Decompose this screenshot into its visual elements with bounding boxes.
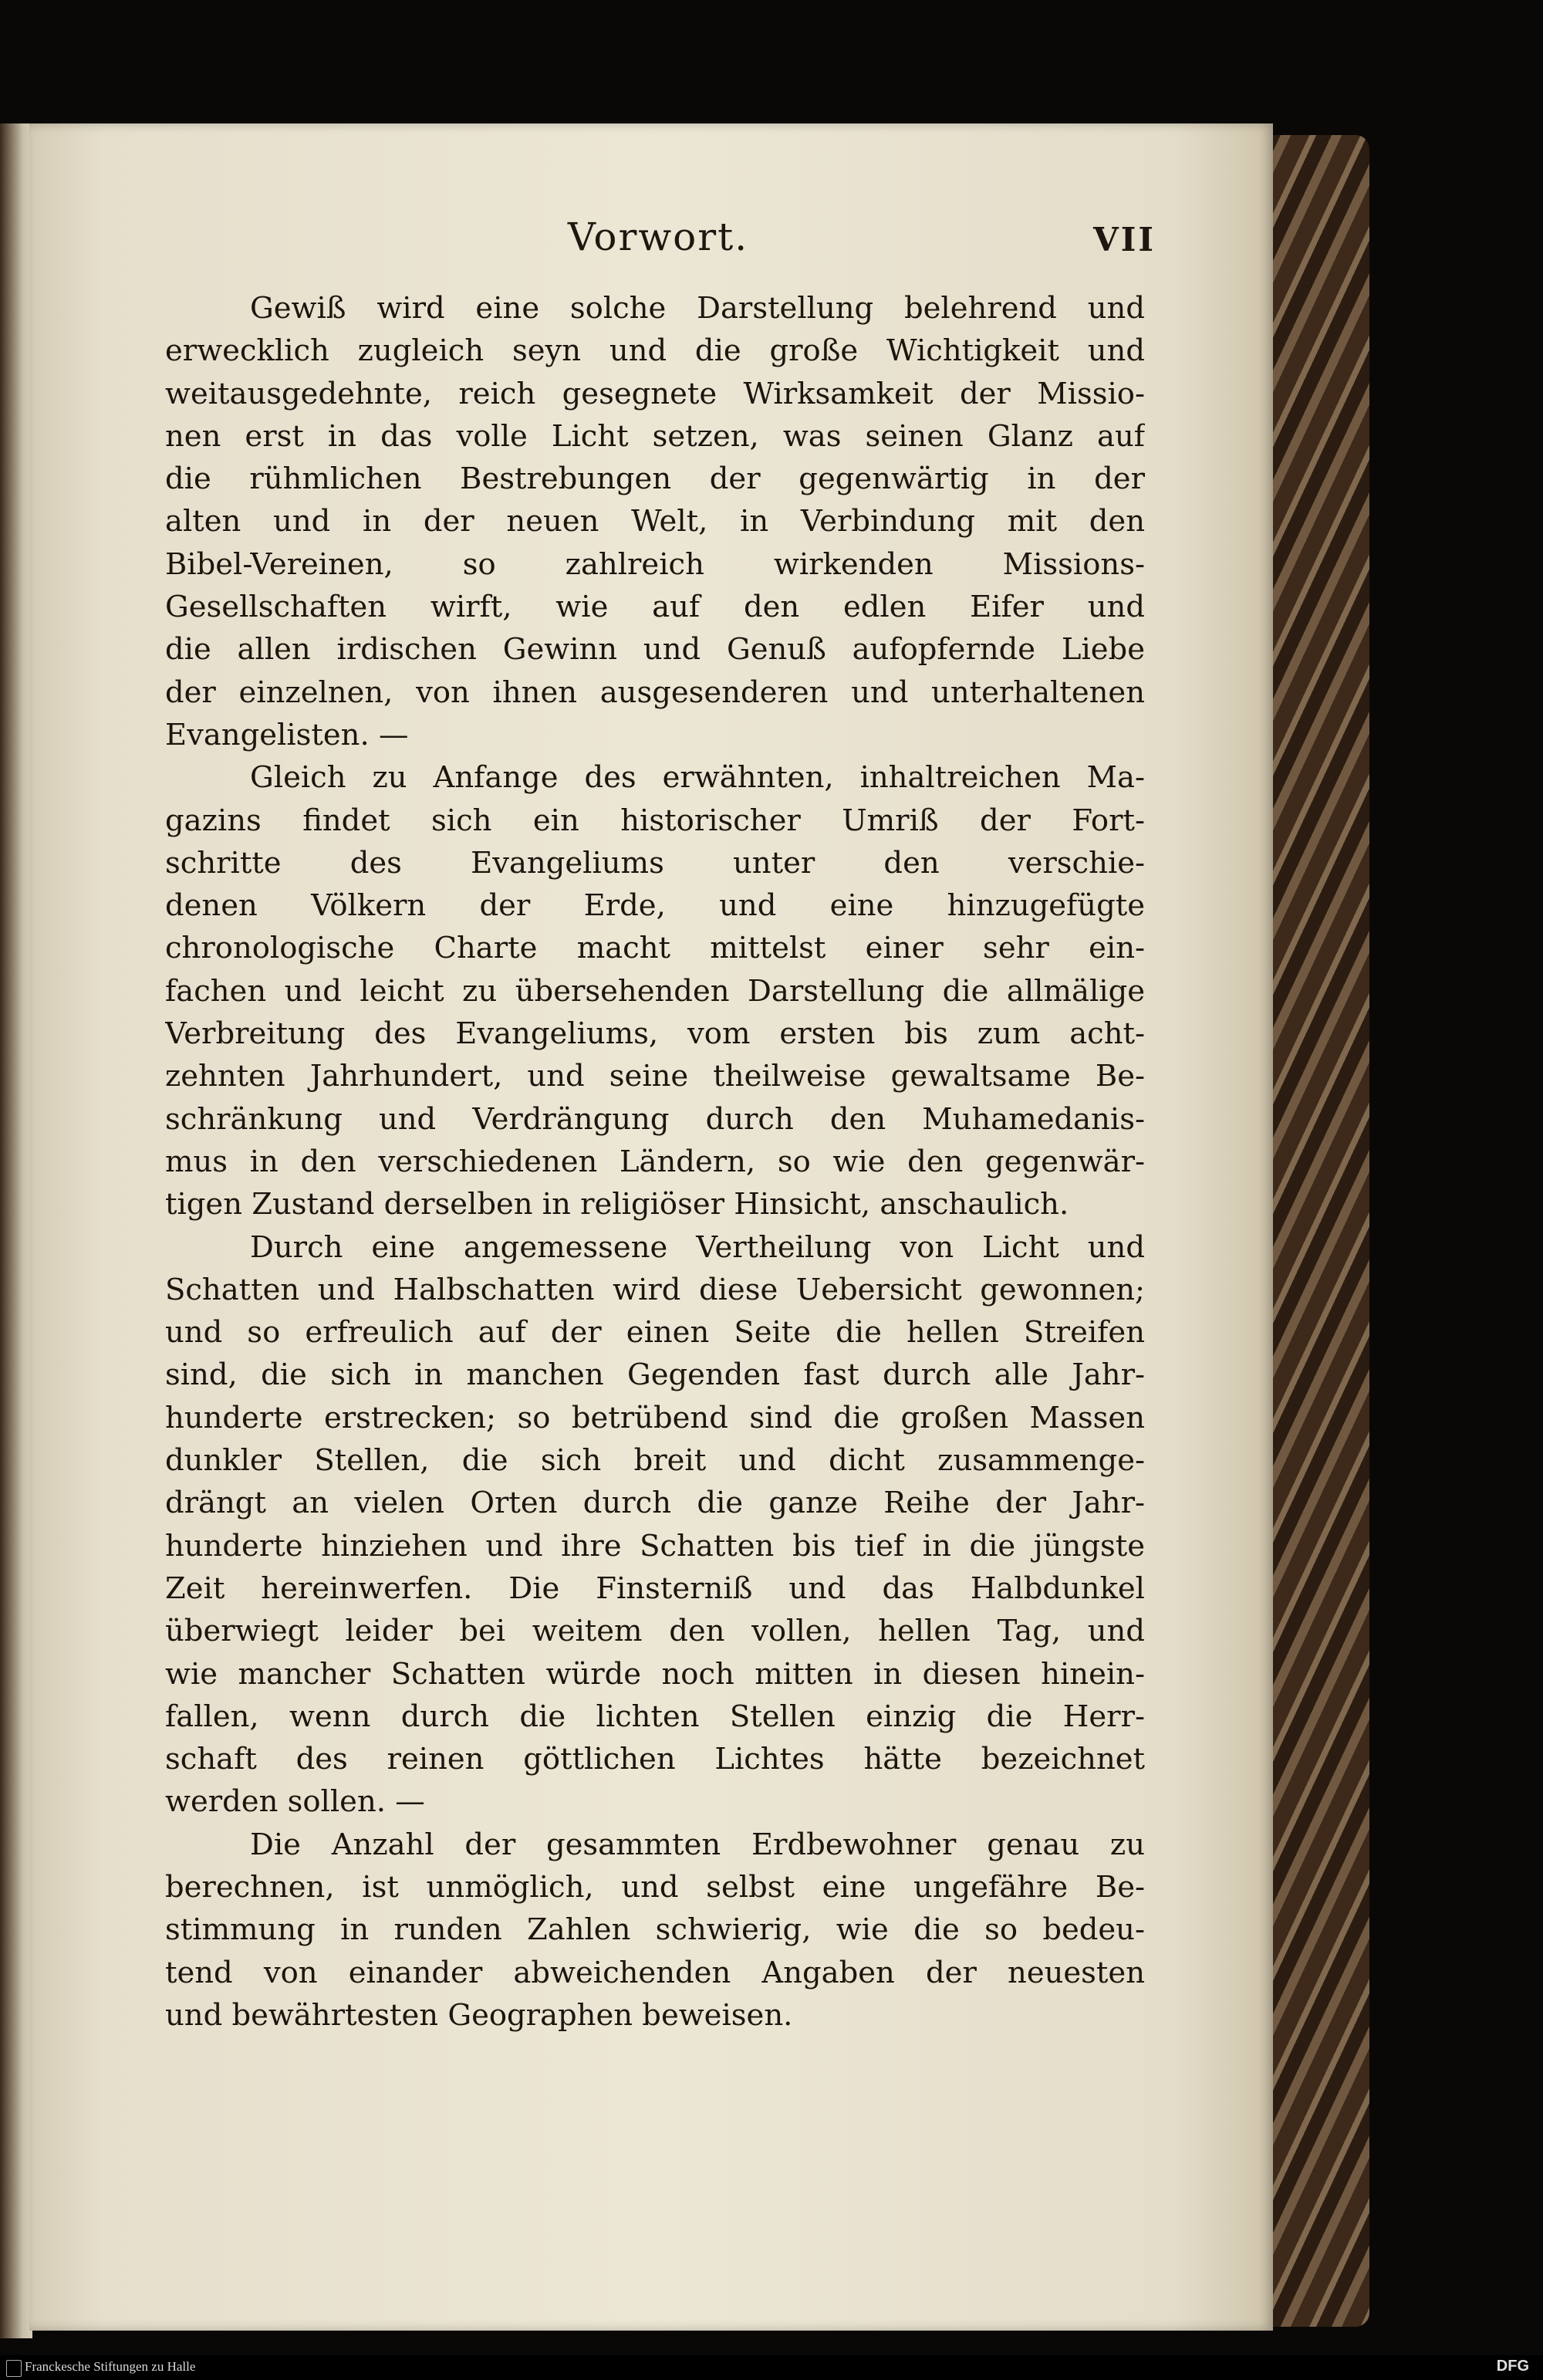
text-line: gazins findet sich ein historischer Umriß der Fort-	[165, 803, 1145, 838]
footer-credit: Franckesche Stiftungen zu Halle	[25, 2359, 196, 2374]
text-line: sind, die sich in manchen Gegenden fast durch alle Jahr-	[165, 1357, 1145, 1393]
text-line: nen erst in das volle Licht setzen, was seinen Glanz auf	[165, 418, 1145, 454]
text-line: drängt an vielen Orten durch die ganze Reihe der Jahr-	[165, 1486, 1145, 1521]
footer-bar	[0, 2355, 1543, 2380]
text-line: Zeit hereinwerfen. Die Finsterniß und das Halbdunkel	[165, 1570, 1145, 1606]
text-line: und bewährtesten Geographen beweisen.	[165, 1997, 793, 2033]
institution-logo-icon	[6, 2360, 22, 2377]
text-line: fallen, wenn durch die lichten Stellen einzig die Herr-	[165, 1699, 1145, 1734]
text-line: die rühmlichen Bestrebungen der gegenwärtig in der	[165, 461, 1145, 497]
text-line: fachen und leicht zu übersehenden Darstellung die allmälige	[165, 973, 1145, 1009]
text-line: Gewiß wird eine solche Darstellung belehrend und	[250, 291, 1145, 326]
text-line: Durch eine angemessene Vertheilung von Licht und	[250, 1229, 1145, 1265]
text-line: schaft des reinen göttlichen Lichtes hätte bezeichnet	[165, 1742, 1145, 1777]
text-line: mus in den verschiedenen Ländern, so wie den gegenwär-	[165, 1144, 1145, 1179]
dfg-mark: DFG	[1496, 2358, 1529, 2375]
text-line: überwiegt leider bei weitem den vollen, hellen Tag, und	[165, 1614, 1145, 1649]
page-header	[176, 215, 1156, 276]
text-line: weitausgedehnte, reich gesegnete Wirksamkeit der Missio-	[165, 376, 1145, 411]
text-line: Gleich zu Anfange des erwähnten, inhaltreichen Ma-	[250, 760, 1145, 796]
running-title: Vorwort.	[567, 215, 749, 259]
text-line: hunderte erstrecken; so betrübend sind die großen Massen	[165, 1400, 1145, 1435]
text-line: Bibel-Vereinen, so zahlreich wirkenden Missions-	[165, 546, 1145, 582]
text-line: der einzelnen, von ihnen ausgesenderen und unterhaltenen	[165, 674, 1145, 710]
text-line: werden sollen. —	[165, 1784, 425, 1820]
text-line: alten und in der neuen Welt, in Verbindung mit den	[165, 504, 1145, 539]
text-line: und so erfreulich auf der einen Seite die hellen Streifen	[165, 1315, 1145, 1351]
text-line: dunkler Stellen, die sich breit und dicht zusammenge-	[165, 1443, 1145, 1479]
text-line: denen Völkern der Erde, und eine hinzugefügte	[165, 888, 1145, 924]
text-line: hunderte hinziehen und ihre Schatten bis tief in die jüngste	[165, 1528, 1145, 1564]
text-line: erwecklich zugleich seyn und die große Wichtigkeit und	[165, 333, 1145, 369]
left-page-edge	[0, 123, 32, 2338]
text-line: chronologische Charte macht mittelst einer sehr ein-	[165, 931, 1145, 966]
text-line: schränkung und Verdrängung durch den Muhamedanis-	[165, 1101, 1145, 1137]
text-line: schritte des Evangeliums unter den verschie-	[165, 845, 1145, 881]
text-line: Schatten und Halbschatten wird diese Uebersicht gewonnen;	[165, 1272, 1145, 1307]
book-binding-edge	[1265, 135, 1369, 2327]
text-line: Verbreitung des Evangeliums, vom ersten bis zum acht-	[165, 1016, 1145, 1052]
text-line: die allen irdischen Gewinn und Genuß aufopfernde Liebe	[165, 632, 1145, 668]
text-line: stimmung in runden Zahlen schwierig, wie die so bedeu-	[165, 1912, 1145, 1948]
body-text	[165, 287, 1145, 2037]
text-line: Evangelisten. —	[165, 717, 409, 752]
text-line: Gesellschaften wirft, wie auf den edlen Eifer und	[165, 590, 1145, 625]
book-page	[29, 123, 1273, 2331]
text-line: berechnen, ist unmöglich, und selbst eine ungefähre Be-	[165, 1869, 1145, 1905]
page-number: VII	[1093, 221, 1156, 259]
text-line: wie mancher Schatten würde noch mitten in diesen hinein-	[165, 1656, 1145, 1692]
text-line: tend von einander abweichenden Angaben der neuesten	[165, 1955, 1145, 1990]
text-line: Die Anzahl der gesammten Erdbewohner genau zu	[250, 1827, 1145, 1862]
text-line: tigen Zustand derselben in religiöser Hinsicht, anschaulich.	[165, 1187, 1069, 1222]
text-line: zehnten Jahrhundert, und seine theilweise gewaltsame Be-	[165, 1059, 1145, 1094]
